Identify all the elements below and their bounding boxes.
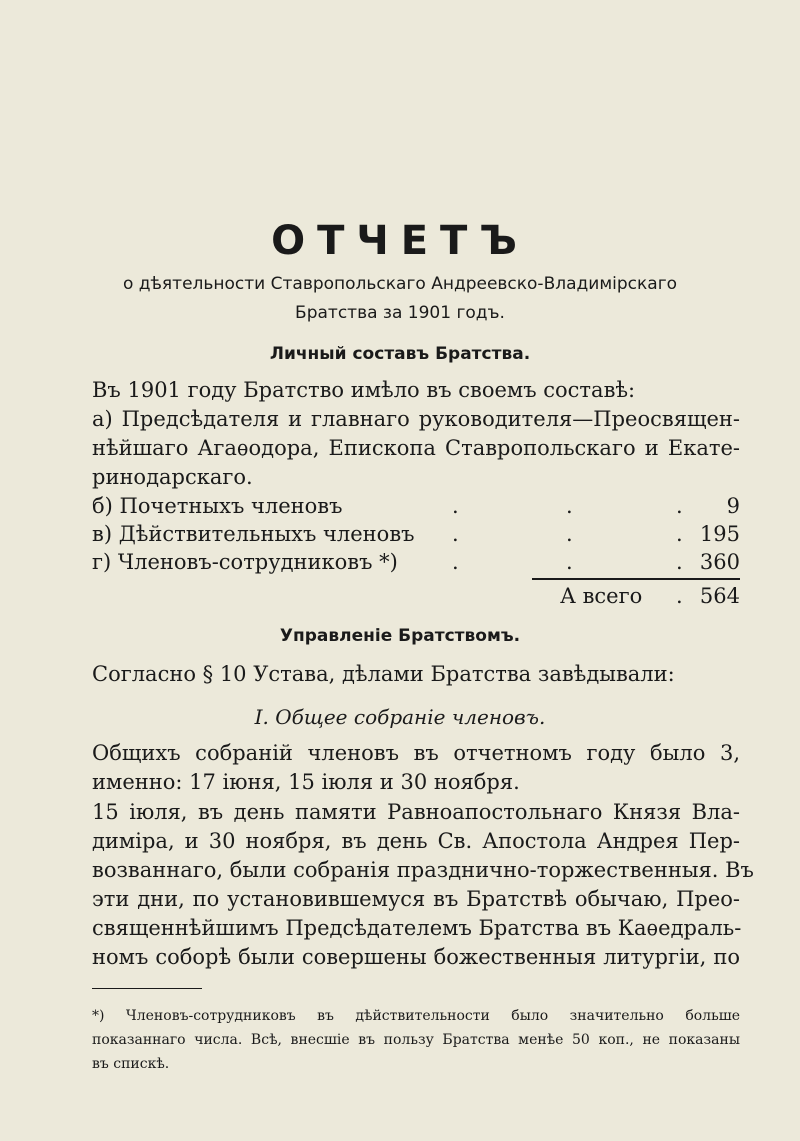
leader-dot: . — [566, 550, 573, 574]
total-row — [92, 584, 740, 612]
member-value: 195 — [699, 522, 740, 546]
paragraph-line: возваннаго, были собранія празднично-торжественныя. Въ — [92, 858, 754, 882]
composition-intro: Въ 1901 году Братство имѣло въ своемъ составѣ: — [92, 378, 636, 402]
section-header-composition: Личный составъ Братства. — [269, 344, 531, 364]
member-value: 9 — [726, 494, 740, 518]
page-title: ОТЧЕТЪ — [271, 218, 529, 264]
paragraph-line: Общихъ собраній членовъ въ отчетномъ году было 3, — [92, 741, 740, 765]
leader-dot: . — [676, 522, 683, 546]
member-row — [92, 494, 740, 522]
paragraph-line: диміра, и 30 ноября, въ день Св. Апостола Андрея Пер- — [92, 829, 740, 853]
subtitle-line-2: Братства за 1901 годъ. — [295, 303, 505, 323]
leader-dot: . — [676, 494, 683, 518]
paragraph-line: номъ соборѣ были совершены божественныя литургіи, по — [92, 945, 740, 969]
subtitle-line-1: о дѣятельности Ставропольскаго Андреевско-Владимірскаго — [122, 274, 678, 294]
member-label: г) Членовъ-сотрудниковъ *) — [92, 550, 398, 574]
item-a-line-1: а) Предсѣдателя и главнаго руководителя—Преосвящен- — [92, 407, 740, 431]
paragraph-line: именно: 17 іюня, 15 іюля и 30 ноября. — [92, 770, 520, 794]
total-value: 564 — [699, 584, 740, 608]
sum-rule — [532, 578, 740, 580]
paragraph-line: священнѣйшимъ Предсѣдателемъ Братства въ Каѳедраль- — [92, 916, 742, 940]
leader-dot: . — [452, 494, 459, 518]
footnote-line: въ спискѣ. — [92, 1056, 170, 1072]
member-label: в) Дѣйствительныхъ членовъ — [92, 522, 415, 546]
item-a-line-2: нѣйшаго Агаѳодора, Епископа Ставропольскаго и Екате- — [92, 436, 740, 460]
footnote-line: *) Членовъ-сотрудниковъ въ дѣйствительности было значительно больше — [92, 1008, 740, 1024]
leader-dot: . — [676, 584, 683, 608]
leader-dot: . — [452, 550, 459, 574]
footnote-rule — [92, 988, 202, 989]
management-intro: Согласно § 10 Устава, дѣлами Братства завѣдывали: — [92, 662, 675, 686]
member-row — [92, 550, 740, 578]
member-row — [92, 522, 740, 550]
leader-dot: . — [676, 550, 683, 574]
leader-dot: . — [566, 522, 573, 546]
leader-dot: . — [566, 494, 573, 518]
leader-dot: . — [452, 522, 459, 546]
member-label: б) Почетныхъ членовъ — [92, 494, 343, 518]
footnote-line: показаннаго числа. Всѣ, внесшіе въ пользу Братства менѣе 50 коп., не показаны — [92, 1032, 740, 1048]
member-value: 360 — [699, 550, 740, 574]
item-a-line-3: ринодарскаго. — [92, 465, 253, 489]
total-label: А всего — [560, 584, 643, 608]
subsection-header: I. Общее собраніе членовъ. — [254, 705, 546, 729]
section-header-management: Управленіе Братствомъ. — [279, 626, 521, 646]
paragraph-line: эти дни, по установившемуся въ Братствѣ обычаю, Прео- — [92, 887, 740, 911]
paragraph-line: 15 іюля, въ день памяти Равноапостольнаго Князя Вла- — [92, 800, 740, 824]
